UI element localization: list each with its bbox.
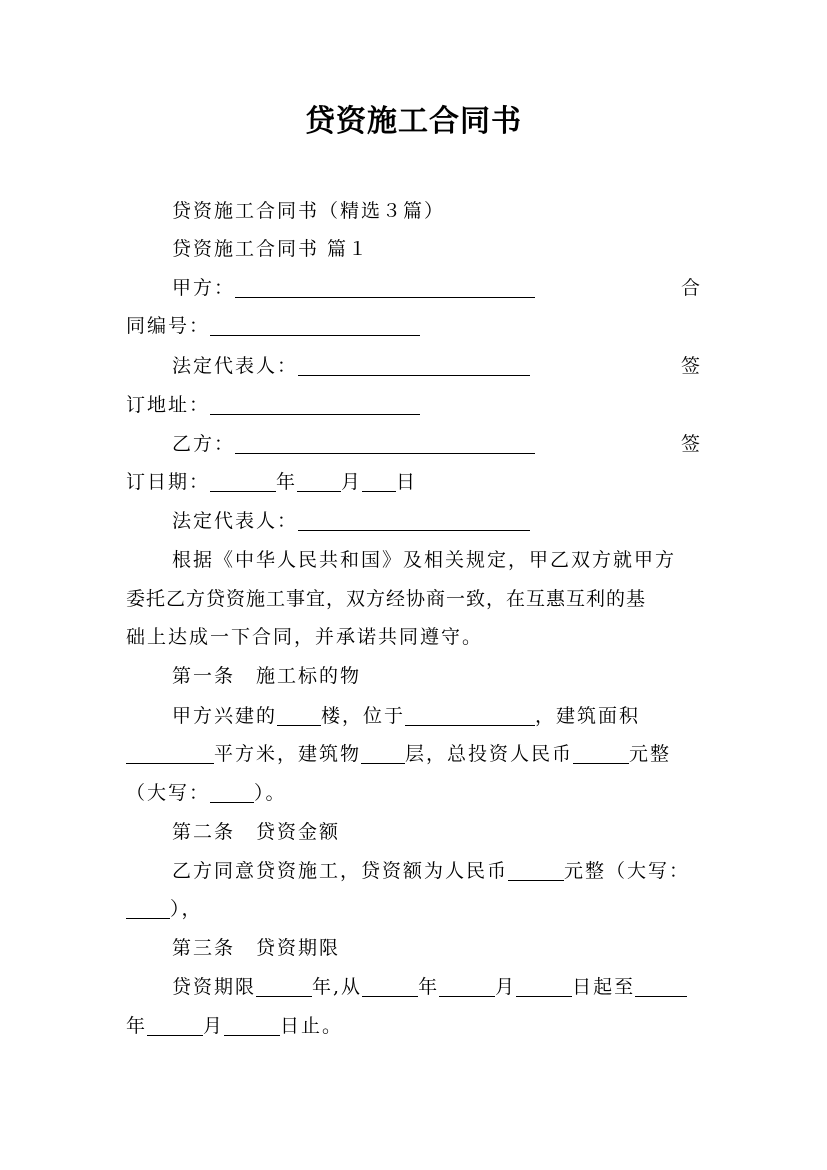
contract-no-label: 同编号： — [126, 315, 211, 337]
blank — [126, 741, 214, 764]
text: 日止。 — [280, 1015, 344, 1037]
text: 月 — [495, 976, 517, 998]
blank — [361, 741, 405, 764]
legal-rep-a-label: 法定代表人： — [172, 355, 299, 377]
text: 平方米，建筑物 — [214, 743, 362, 765]
article-2-heading: 第二条 贷资金额 — [172, 821, 341, 843]
blank — [147, 1013, 203, 1036]
text: ）， — [170, 898, 203, 920]
party-a-label: 甲方： — [172, 277, 236, 299]
text: ）。 — [254, 782, 287, 804]
blank — [277, 703, 321, 726]
text: 甲方兴建的 — [172, 705, 278, 727]
text: 贷资期限 — [172, 976, 257, 998]
blank — [508, 858, 564, 881]
legal-rep-b-line — [126, 502, 702, 540]
article-3-line — [126, 968, 702, 1006]
sign-date-label: 订日期： — [126, 471, 211, 493]
sign-address-start: 签 — [680, 355, 702, 377]
contract-no-blank — [210, 313, 420, 336]
text: 日起至 — [572, 976, 636, 998]
sign-address-line — [126, 386, 702, 424]
text: ，建筑面积 — [535, 705, 641, 727]
blank — [516, 974, 572, 997]
blank — [210, 780, 254, 803]
article-1-line — [126, 774, 702, 812]
paragraph-line: 委托乙方贷资施工事宜，双方经协商一致，在互惠互利的基 — [126, 588, 647, 610]
subtitle: 贷资施工合同书（精选３篇） — [172, 200, 446, 222]
blank — [126, 896, 170, 919]
text: 层，总投资人民币 — [405, 743, 574, 765]
article-1-line — [126, 735, 702, 773]
party-a-line — [126, 269, 702, 307]
paragraph-line: 础上达成一下合同，并承诺共同遵守。 — [126, 626, 484, 648]
contract-no-start: 合 — [680, 277, 702, 299]
text: 元整（大写： — [564, 860, 691, 882]
document-title: 贷资施工合同书 — [305, 104, 522, 139]
text: 年,从 — [312, 976, 363, 998]
contract-no-line — [126, 307, 702, 345]
legal-rep-a-line — [126, 347, 702, 385]
blank — [635, 974, 687, 997]
article-2-line — [126, 852, 702, 890]
year-label: 年 — [276, 471, 298, 493]
legal-rep-b-blank — [298, 508, 530, 531]
legal-rep-a-blank — [298, 353, 530, 376]
blank — [573, 741, 629, 764]
blank — [405, 703, 535, 726]
text: 月 — [203, 1015, 225, 1037]
party-b-blank — [235, 431, 535, 454]
sign-date-line — [126, 463, 702, 501]
section-heading: 贷资施工合同书 篇１ — [172, 238, 370, 260]
day-label: 日 — [396, 471, 418, 493]
text: 年 — [126, 1015, 148, 1037]
sign-address-blank — [210, 392, 420, 415]
sign-month-blank — [297, 469, 341, 492]
party-b-label: 乙方： — [172, 433, 236, 455]
sign-address-label: 订地址： — [126, 394, 211, 416]
text: 楼，位于 — [321, 705, 406, 727]
paragraph-line: 根据《中华人民共和国》及相关规定，甲乙双方就甲方 — [172, 549, 677, 571]
article-3-line — [126, 1007, 702, 1045]
party-a-blank — [235, 275, 535, 298]
article-2-line — [126, 890, 702, 928]
party-b-line — [126, 425, 702, 463]
blank — [362, 974, 418, 997]
blank — [224, 1013, 280, 1036]
text: 年 — [418, 976, 440, 998]
sign-day-blank — [362, 469, 396, 492]
month-label: 月 — [341, 471, 363, 493]
article-1-line — [126, 697, 702, 735]
text: 元整 — [629, 743, 672, 765]
blank — [439, 974, 495, 997]
text: 乙方同意贷资施工，贷资额为人民币 — [172, 860, 509, 882]
article-3-heading: 第三条 贷资期限 — [172, 937, 341, 959]
blank — [256, 974, 312, 997]
legal-rep-b-label: 法定代表人： — [172, 510, 299, 532]
text: （大写： — [126, 782, 211, 804]
article-1-heading: 第一条 施工标的物 — [172, 665, 362, 687]
sign-date-start: 签 — [680, 433, 702, 455]
sign-year-blank — [210, 469, 276, 492]
